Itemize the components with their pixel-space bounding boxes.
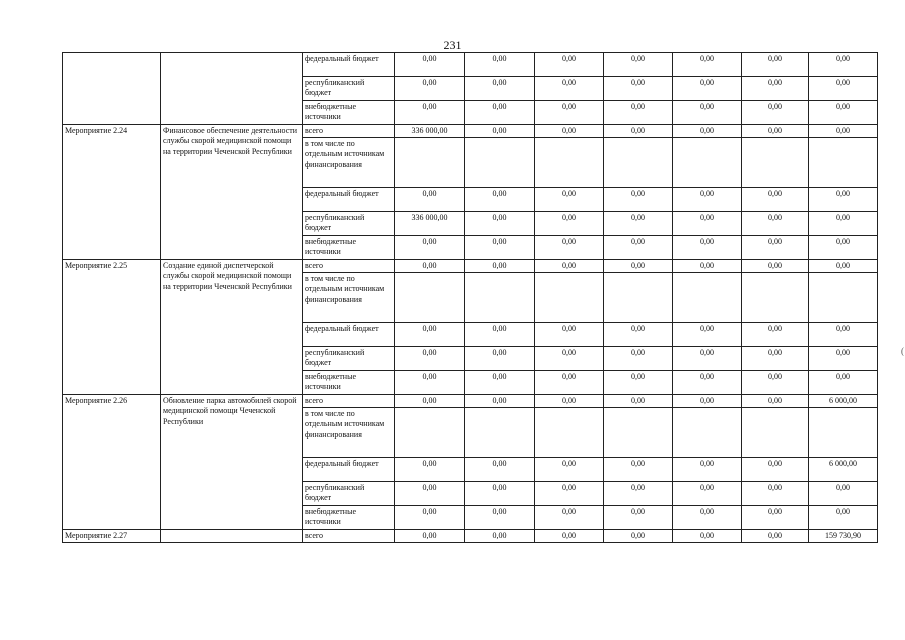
table-row	[63, 395, 878, 408]
value-cell: 0,00	[465, 188, 535, 212]
source-cell: республиканский бюджет	[303, 212, 395, 236]
value-cell: 0,00	[604, 188, 673, 212]
value-cell: 0,00	[604, 53, 673, 77]
value-cell: 0,00	[395, 101, 465, 125]
value-cell: 0,00	[604, 371, 673, 395]
value-cell: 0,00	[535, 188, 604, 212]
value-cell: 0,00	[465, 482, 535, 506]
value-cell: 0,00	[809, 506, 878, 530]
value-cell: 0,00	[395, 53, 465, 77]
value-cell: 0,00	[809, 53, 878, 77]
empty-cell	[604, 408, 673, 458]
value-cell: 6 000,00	[809, 395, 878, 408]
value-cell: 0,00	[395, 260, 465, 273]
value-cell: 0,00	[673, 77, 742, 101]
table-row	[63, 530, 878, 543]
value-cell: 0,00	[465, 323, 535, 347]
value-cell: 0,00	[395, 323, 465, 347]
empty-cell	[535, 408, 604, 458]
value-cell: 159 730,90	[809, 530, 878, 543]
empty-cell	[465, 273, 535, 323]
source-cell: в том числе по отдельным источникам финансирования	[303, 408, 395, 458]
value-cell: 0,00	[673, 125, 742, 138]
value-cell: 0,00	[604, 260, 673, 273]
stray-mark: (	[901, 346, 904, 356]
value-cell: 0,00	[535, 260, 604, 273]
value-cell: 0,00	[535, 236, 604, 260]
value-cell: 0,00	[535, 347, 604, 371]
empty-cell	[465, 408, 535, 458]
measure-code: Мероприятие 2.25	[63, 260, 161, 395]
measure-code: Мероприятие 2.26	[63, 395, 161, 530]
value-cell: 0,00	[604, 395, 673, 408]
value-cell: 0,00	[742, 77, 809, 101]
empty-cell	[465, 138, 535, 188]
value-cell: 0,00	[395, 347, 465, 371]
value-cell: 0,00	[809, 125, 878, 138]
source-cell: республиканский бюджет	[303, 482, 395, 506]
value-cell: 0,00	[465, 371, 535, 395]
value-cell: 0,00	[742, 347, 809, 371]
value-cell: 0,00	[465, 101, 535, 125]
source-cell: республиканский бюджет	[303, 77, 395, 101]
value-cell: 0,00	[465, 506, 535, 530]
value-cell: 0,00	[465, 236, 535, 260]
source-cell: всего	[303, 530, 395, 543]
value-cell: 0,00	[742, 260, 809, 273]
value-cell: 0,00	[604, 236, 673, 260]
value-cell: 0,00	[535, 125, 604, 138]
value-cell: 0,00	[465, 347, 535, 371]
value-cell: 0,00	[742, 101, 809, 125]
value-cell: 336 000,00	[395, 125, 465, 138]
value-cell: 0,00	[742, 506, 809, 530]
value-cell: 0,00	[395, 371, 465, 395]
value-cell: 0,00	[465, 77, 535, 101]
value-cell: 0,00	[535, 212, 604, 236]
value-cell: 0,00	[604, 125, 673, 138]
value-cell: 0,00	[742, 212, 809, 236]
source-cell: внебюджетные источники	[303, 236, 395, 260]
value-cell: 0,00	[673, 212, 742, 236]
measure-code: Мероприятие 2.27	[63, 530, 161, 543]
table-row	[63, 53, 878, 77]
value-cell: 0,00	[465, 212, 535, 236]
value-cell: 0,00	[535, 482, 604, 506]
value-cell: 0,00	[809, 371, 878, 395]
value-cell: 0,00	[742, 458, 809, 482]
value-cell: 0,00	[604, 347, 673, 371]
value-cell: 0,00	[673, 482, 742, 506]
value-cell: 0,00	[465, 125, 535, 138]
value-cell: 0,00	[465, 395, 535, 408]
value-cell: 0,00	[395, 530, 465, 543]
value-cell: 0,00	[535, 323, 604, 347]
value-cell: 0,00	[604, 212, 673, 236]
table-row	[63, 125, 878, 138]
value-cell: 0,00	[535, 395, 604, 408]
value-cell: 0,00	[673, 260, 742, 273]
value-cell: 0,00	[742, 482, 809, 506]
source-cell: федеральный бюджет	[303, 188, 395, 212]
value-cell: 0,00	[809, 77, 878, 101]
value-cell: 0,00	[673, 371, 742, 395]
table-body	[63, 53, 878, 543]
value-cell: 0,00	[465, 53, 535, 77]
source-cell: республиканский бюджет	[303, 347, 395, 371]
value-cell: 0,00	[742, 371, 809, 395]
empty-cell	[535, 138, 604, 188]
value-cell: 0,00	[535, 101, 604, 125]
source-cell: всего	[303, 260, 395, 273]
value-cell: 0,00	[673, 458, 742, 482]
source-cell: внебюджетные источники	[303, 506, 395, 530]
empty-cell	[535, 273, 604, 323]
empty-cell	[809, 138, 878, 188]
value-cell: 0,00	[395, 395, 465, 408]
value-cell: 0,00	[742, 530, 809, 543]
value-cell: 0,00	[809, 188, 878, 212]
value-cell: 0,00	[673, 395, 742, 408]
value-cell: 0,00	[673, 323, 742, 347]
measure-code: Мероприятие 2.24	[63, 125, 161, 260]
empty-cell	[742, 138, 809, 188]
empty-cell	[809, 408, 878, 458]
value-cell: 0,00	[535, 506, 604, 530]
value-cell: 0,00	[809, 347, 878, 371]
value-cell: 0,00	[604, 323, 673, 347]
source-cell: федеральный бюджет	[303, 53, 395, 77]
value-cell: 0,00	[604, 458, 673, 482]
measure-name: Обновление парка автомобилей скорой медицинской помощи Чеченской Республики	[161, 395, 303, 530]
source-cell: в том числе по отдельным источникам финансирования	[303, 138, 395, 188]
empty-cell	[395, 273, 465, 323]
value-cell: 0,00	[395, 188, 465, 212]
value-cell: 0,00	[535, 530, 604, 543]
source-cell: всего	[303, 395, 395, 408]
measure-name	[161, 530, 303, 543]
empty-cell	[395, 408, 465, 458]
value-cell: 0,00	[395, 506, 465, 530]
code-cell	[63, 53, 161, 125]
value-cell: 0,00	[673, 347, 742, 371]
value-cell: 0,00	[604, 506, 673, 530]
value-cell: 0,00	[535, 77, 604, 101]
source-cell: федеральный бюджет	[303, 458, 395, 482]
name-cell	[161, 53, 303, 125]
empty-cell	[809, 273, 878, 323]
measure-name: Финансовое обеспечение деятельности службы скорой медицинской помощи на территории Чеченской Республики	[161, 125, 303, 260]
empty-cell	[673, 408, 742, 458]
value-cell: 0,00	[535, 458, 604, 482]
value-cell: 0,00	[395, 458, 465, 482]
page-number: 231	[443, 38, 462, 52]
value-cell: 0,00	[604, 530, 673, 543]
value-cell: 0,00	[742, 323, 809, 347]
empty-cell	[604, 138, 673, 188]
value-cell: 0,00	[673, 506, 742, 530]
value-cell: 0,00	[809, 482, 878, 506]
empty-cell	[742, 408, 809, 458]
value-cell: 0,00	[604, 101, 673, 125]
value-cell: 0,00	[465, 260, 535, 273]
source-cell: внебюджетные источники	[303, 101, 395, 125]
empty-cell	[604, 273, 673, 323]
table-row	[63, 260, 878, 273]
value-cell: 0,00	[673, 53, 742, 77]
value-cell: 6 000,00	[809, 458, 878, 482]
value-cell: 0,00	[809, 323, 878, 347]
value-cell: 0,00	[604, 482, 673, 506]
value-cell: 0,00	[673, 101, 742, 125]
value-cell: 0,00	[742, 125, 809, 138]
value-cell: 0,00	[535, 371, 604, 395]
source-cell: в том числе по отдельным источникам финансирования	[303, 273, 395, 323]
empty-cell	[742, 273, 809, 323]
value-cell: 0,00	[673, 530, 742, 543]
value-cell: 0,00	[395, 77, 465, 101]
value-cell: 336 000,00	[395, 212, 465, 236]
value-cell: 0,00	[809, 101, 878, 125]
source-cell: внебюджетные источники	[303, 371, 395, 395]
measure-name: Создание единой диспетчерской службы скорой медицинской помощи на территории Чеченской Республики	[161, 260, 303, 395]
empty-cell	[395, 138, 465, 188]
value-cell: 0,00	[742, 395, 809, 408]
value-cell: 0,00	[809, 236, 878, 260]
value-cell: 0,00	[673, 188, 742, 212]
value-cell: 0,00	[742, 188, 809, 212]
value-cell: 0,00	[742, 53, 809, 77]
value-cell: 0,00	[535, 53, 604, 77]
source-cell: всего	[303, 125, 395, 138]
value-cell: 0,00	[742, 236, 809, 260]
value-cell: 0,00	[809, 212, 878, 236]
budget-table	[62, 52, 878, 543]
value-cell: 0,00	[395, 236, 465, 260]
empty-cell	[673, 273, 742, 323]
value-cell: 0,00	[809, 260, 878, 273]
value-cell: 0,00	[604, 77, 673, 101]
value-cell: 0,00	[465, 458, 535, 482]
source-cell: федеральный бюджет	[303, 323, 395, 347]
value-cell: 0,00	[673, 236, 742, 260]
value-cell: 0,00	[395, 482, 465, 506]
empty-cell	[673, 138, 742, 188]
value-cell: 0,00	[465, 530, 535, 543]
